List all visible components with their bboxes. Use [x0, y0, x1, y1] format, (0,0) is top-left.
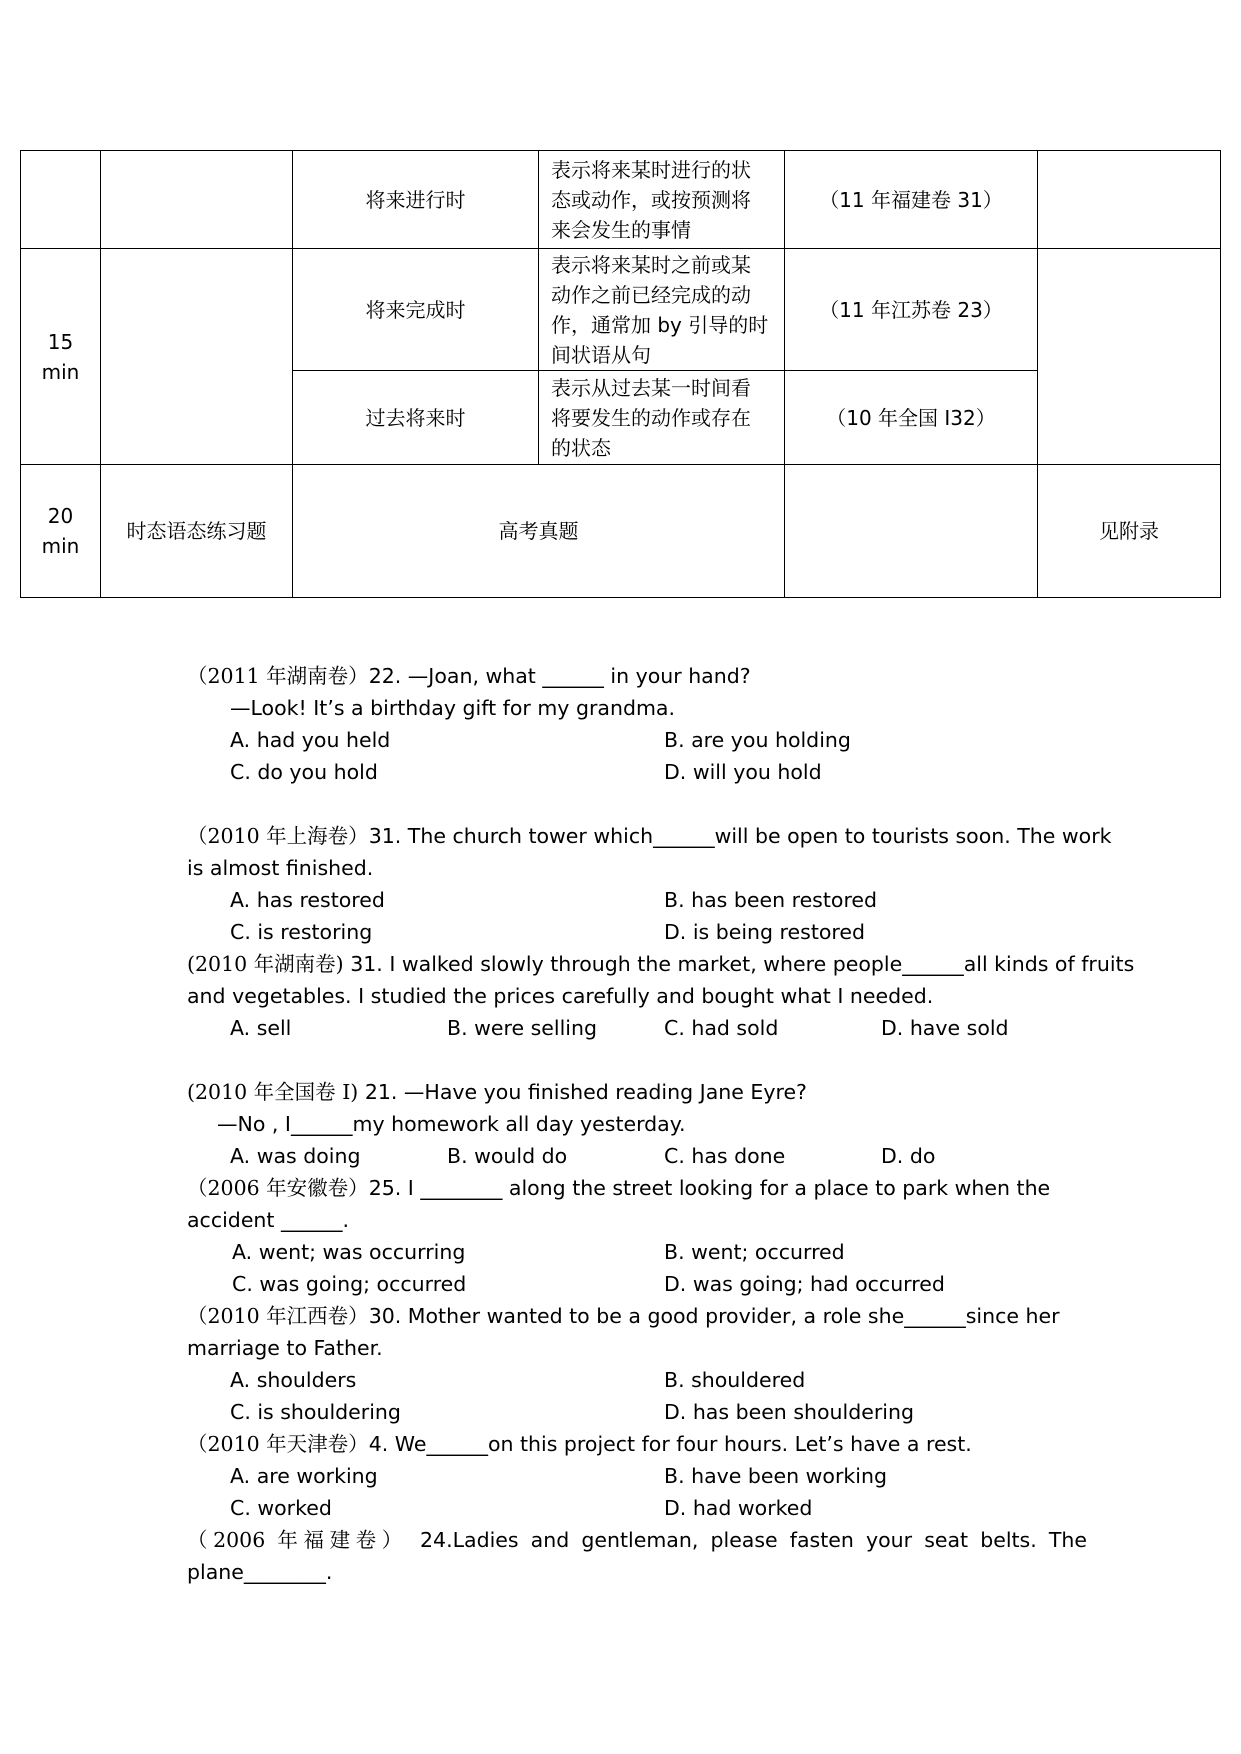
question-source: （2006 年安徽卷）	[187, 1176, 369, 1200]
option-c: C. is shouldering	[230, 1400, 401, 1424]
description-cell	[539, 249, 785, 371]
question-source: （2010 年江西卷）	[187, 1304, 369, 1328]
option-a: A. was doing	[230, 1144, 361, 1168]
option-c: C. worked	[230, 1496, 332, 1520]
options-row	[230, 1140, 1087, 1172]
question-source: （2010 年上海卷）	[187, 824, 369, 848]
note-cell: 见附录	[1038, 465, 1221, 598]
desc-line: 表示从过去某一时间看	[551, 375, 751, 400]
example-cell	[785, 465, 1038, 598]
desc-line: 表示将来某时之前或某	[551, 252, 751, 277]
tense-cell: 将来完成时	[293, 249, 539, 371]
example-cell: （11 年福建卷 31）	[785, 151, 1038, 249]
question-stem	[187, 1300, 1087, 1332]
question-source: （2006 年福建卷）	[187, 1528, 408, 1552]
tense-cell: 高考真题	[293, 465, 785, 598]
option-b: B. have been working	[664, 1464, 887, 1488]
stem-text: 30. Mother wanted to be a good provider, a role she______since her	[368, 1304, 1060, 1328]
stem-text: 22. —Joan, what ______ in your hand?	[368, 664, 751, 688]
time-value: 20	[47, 504, 74, 528]
desc-line: 来会发生的事情	[551, 217, 691, 242]
note-cell	[1038, 151, 1221, 249]
option-b: B. shouldered	[664, 1368, 806, 1392]
options-row	[230, 1236, 1087, 1268]
option-a: A. sell	[230, 1016, 292, 1040]
description-cell	[539, 371, 785, 465]
question-source: (2010 年湖南卷)	[187, 952, 344, 976]
option-d: D. has been shouldering	[664, 1400, 914, 1424]
question-item	[187, 1172, 1087, 1300]
question-source: (2010 年全国卷 I)	[187, 1080, 359, 1104]
time-cell	[21, 465, 101, 598]
options-row	[230, 1396, 1087, 1428]
stem-text: 25. I ________ along the street looking for a place to park when the	[368, 1176, 1051, 1200]
option-c: C. had sold	[664, 1016, 779, 1040]
option-a: A. shoulders	[230, 1368, 357, 1392]
desc-line: 作，通常加 by 引导的时	[551, 312, 769, 337]
option-a: A. are working	[230, 1464, 378, 1488]
time-unit: min	[41, 359, 80, 384]
option-b: B. would do	[447, 1144, 568, 1168]
question-stem-2: and vegetables. I studied the prices carefully and bought what I needed.	[187, 984, 934, 1008]
options-row	[230, 1012, 1087, 1044]
options-row	[230, 756, 1087, 788]
option-a: A. had you held	[230, 728, 391, 752]
time-cell	[21, 151, 101, 249]
table-row	[21, 249, 1221, 371]
topic-cell	[101, 249, 293, 465]
lesson-plan-table	[20, 150, 1221, 598]
desc-line: 将要发生的动作或存在	[551, 405, 751, 430]
question-item	[187, 1524, 1087, 1588]
question-stem	[187, 948, 1135, 980]
option-d: D. had worked	[664, 1496, 813, 1520]
desc-line: 态或动作，或按预测将	[551, 187, 751, 212]
question-item	[187, 1428, 1087, 1524]
tense-cell: 将来进行时	[293, 151, 539, 249]
option-b: B. went; occurred	[664, 1240, 845, 1264]
question-source: （2011 年湖南卷）	[187, 664, 369, 688]
topic-cell: 时态语态练习题	[101, 465, 293, 598]
option-c: C. do you hold	[230, 760, 378, 784]
note-cell	[1038, 249, 1221, 465]
desc-line: 的状态	[551, 435, 611, 460]
option-d: D. will you hold	[664, 760, 822, 784]
question-stem-2: —Look! It’s a birthday gift for my grandma.	[230, 696, 676, 720]
desc-line: 间状语从句	[551, 342, 651, 367]
question-list	[187, 660, 1135, 1588]
question-item	[187, 948, 1135, 1044]
question-stem	[187, 1428, 1087, 1460]
example-cell: （11 年江苏卷 23）	[785, 249, 1038, 371]
question-stem	[187, 1172, 1087, 1204]
stem-text: 21. —Have you finished reading Jane Eyre?	[358, 1080, 807, 1104]
example-cell: （10 年全国 I32）	[785, 371, 1038, 465]
question-stem-2: —No , I______my homework all day yesterday.	[217, 1112, 686, 1136]
option-d: D. was going; had occurred	[664, 1272, 945, 1296]
tense-cell: 过去将来时	[293, 371, 539, 465]
question-item	[187, 1300, 1087, 1428]
stem-text: 31. The church tower which______will be open to tourists soon. The work	[368, 824, 1112, 848]
description-cell	[539, 151, 785, 249]
desc-line: 动作之前已经完成的动	[551, 282, 751, 307]
question-item	[187, 660, 1087, 788]
option-c: C. is restoring	[230, 920, 373, 944]
question-stem-2: marriage to Father.	[187, 1336, 383, 1360]
option-b: B. are you holding	[664, 728, 851, 752]
question-stem-2: is almost finished.	[187, 856, 374, 880]
question-stem	[187, 1524, 1087, 1556]
stem-text: 4. We______on this project for four hours. Let’s have a rest.	[368, 1432, 972, 1456]
option-d: D. is being restored	[664, 920, 866, 944]
option-b: B. has been restored	[664, 888, 878, 912]
topic-cell	[101, 151, 293, 249]
option-c: C. was going; occurred	[232, 1272, 467, 1296]
question-stem	[187, 1076, 1087, 1108]
question-source: （2010 年天津卷）	[187, 1432, 369, 1456]
question-stem-2: plane________.	[187, 1560, 333, 1584]
stem-text: 31. I walked slowly through the market, where people______all kinds of fruits	[343, 952, 1135, 976]
time-value: 15	[47, 329, 74, 354]
question-item	[187, 820, 1112, 948]
desc-line: 表示将来某时进行的状	[551, 157, 751, 182]
option-d: D. have sold	[881, 1016, 1009, 1040]
question-item	[187, 1076, 1087, 1172]
options-row	[230, 1460, 1087, 1492]
options-row	[230, 1268, 1087, 1300]
option-c: C. has done	[664, 1144, 786, 1168]
table-row	[21, 465, 1221, 598]
question-stem-2: accident ______.	[187, 1208, 349, 1232]
options-row	[230, 884, 1087, 916]
option-d: D. do	[881, 1144, 936, 1168]
options-row	[230, 724, 1087, 756]
question-stem	[187, 660, 1087, 692]
options-row	[230, 1364, 1087, 1396]
options-row	[230, 916, 1087, 948]
option-a: A. has restored	[230, 888, 385, 912]
table-row	[21, 151, 1221, 249]
stem-text: 24.Ladies and gentleman, please fasten your seat belts. The	[407, 1528, 1087, 1552]
time-unit: min	[41, 534, 80, 558]
time-cell	[21, 249, 101, 465]
option-b: B. were selling	[447, 1016, 597, 1040]
question-stem	[187, 820, 1112, 852]
options-row	[230, 1492, 1087, 1524]
option-a: A. went; was occurring	[232, 1240, 466, 1264]
